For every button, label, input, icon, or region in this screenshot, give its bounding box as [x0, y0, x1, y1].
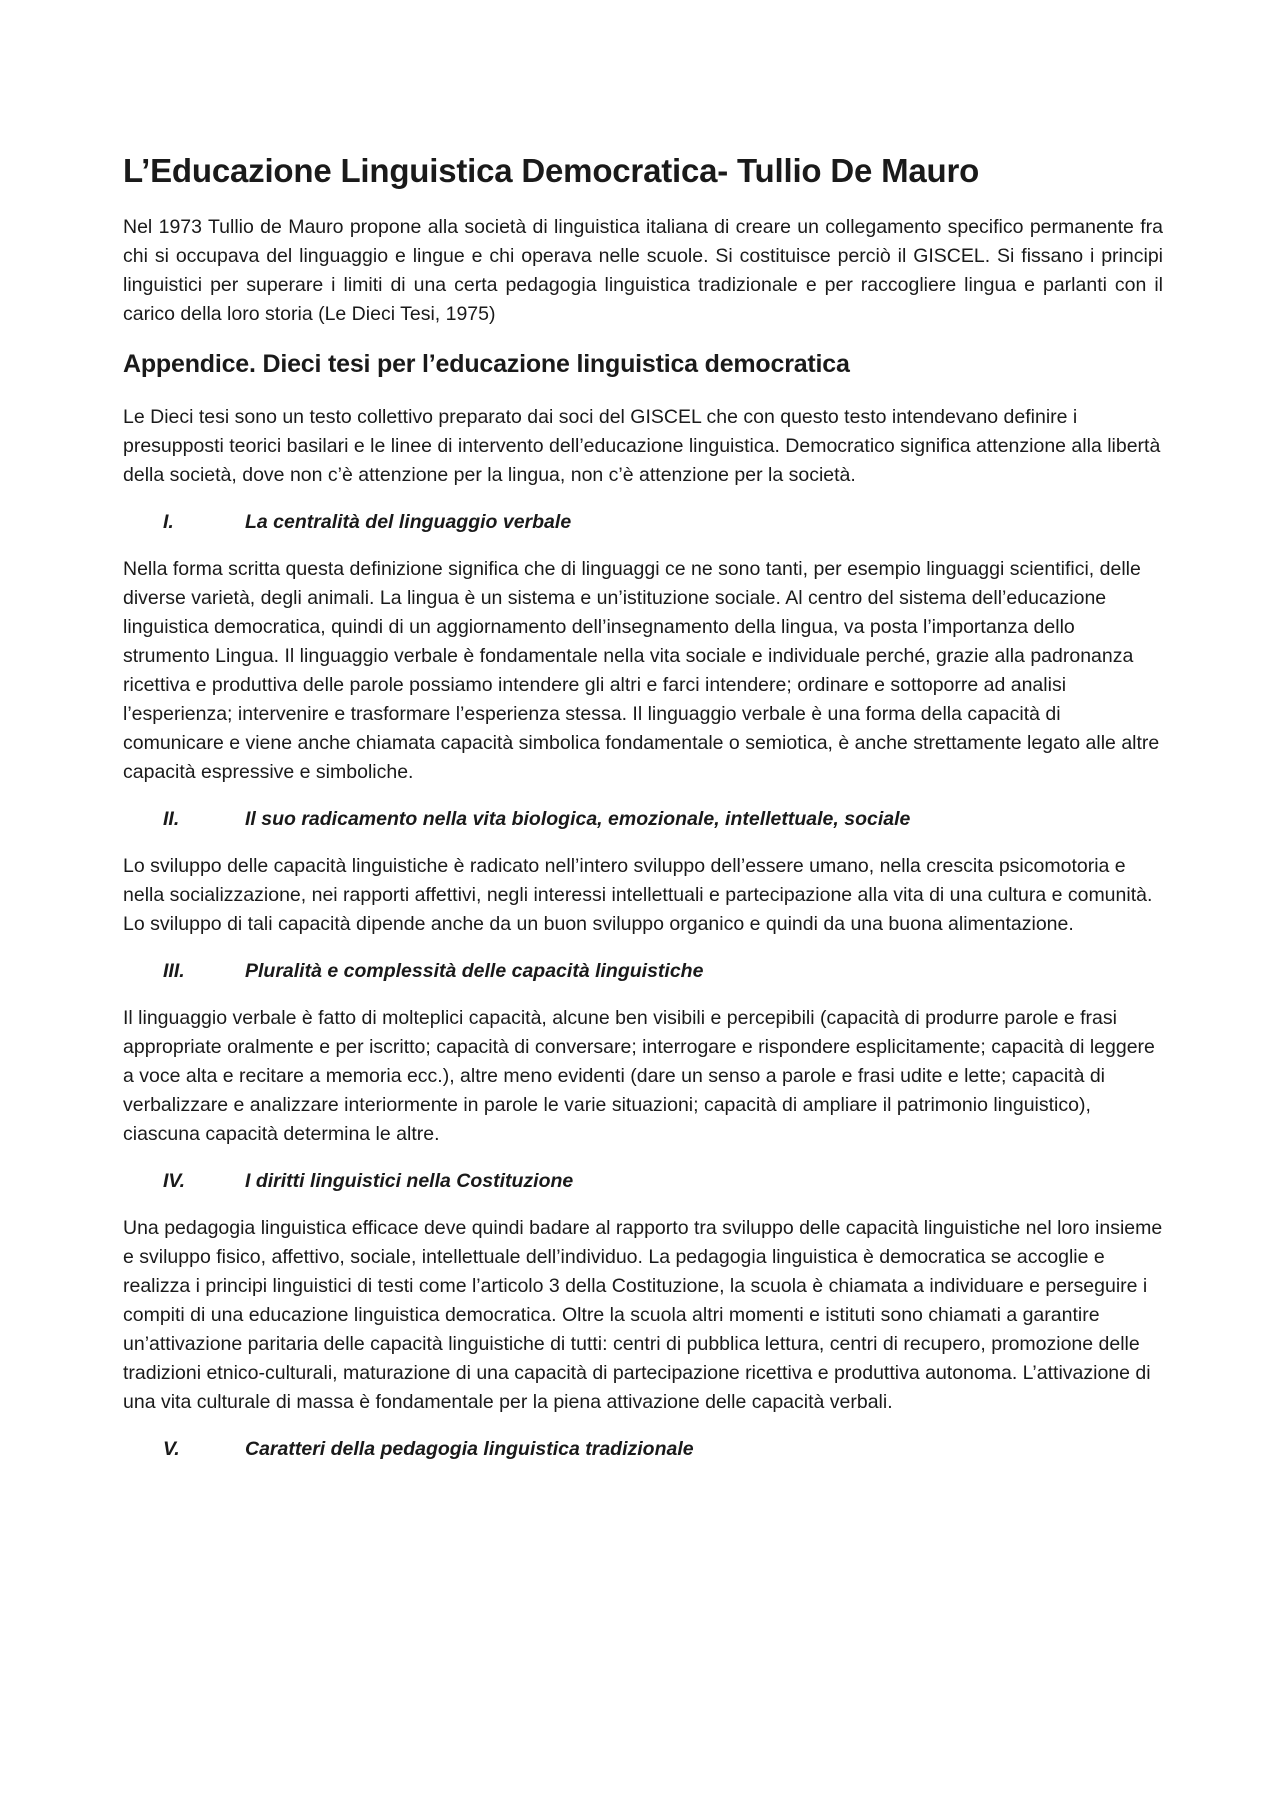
thesis-numeral: I.	[163, 510, 174, 533]
thesis-title: La centralità del linguaggio verbale	[245, 510, 572, 533]
thesis-numeral: V.	[163, 1437, 180, 1460]
thesis-numeral: III.	[163, 959, 185, 982]
thesis-heading-4	[123, 1167, 1163, 1196]
intro-paragraph: Nel 1973 Tullio de Mauro propone alla società di linguistica italiana di creare un collegamento specifico permanente fra chi si occupava del linguaggio e lingue e chi operava nelle scuole. Si costituisce perciò il GISCEL. Si fissano i principi linguistici per superare i limiti di una certa pedagogia linguistica tradizionale e per raccogliere lingua e parlanti con il carico della loro storia (Le Dieci Tesi, 1975)	[123, 216, 1163, 326]
thesis-heading-2	[123, 805, 1163, 834]
thesis-title: I diritti linguistici nella Costituzione	[245, 1169, 574, 1192]
document-page	[123, 150, 1163, 1482]
thesis-heading-1	[123, 508, 1163, 537]
page-title: L’Educazione Linguistica Democratica- Tullio De Mauro	[123, 152, 980, 189]
thesis-title: Il suo radicamento nella vita biologica, emozionale, intellettuale, sociale	[245, 807, 911, 830]
thesis-heading-5	[123, 1435, 1163, 1464]
thesis-paragraph-2: Lo sviluppo delle capacità linguistiche è radicato nell’intero sviluppo dell’essere umano, nella crescita psicomotoria e nella socializzazione, nei rapporti affettivi, negli interessi intellettuali e partecipazione alla vita di una cultura e comunità. Lo sviluppo di tali capacità dipende anche da un buon sviluppo organico e quindi da una buona alimentazione.	[123, 854, 1153, 935]
thesis-paragraph-3: Il linguaggio verbale è fatto di molteplici capacità, alcune ben visibili e percepibili (capacità di produrre parole e frasi appropriate oralmente e per iscritto; capacità di conversare; interrogare e rispondere esplicitamente; capacità di leggere a voce alta e recitare a memoria ecc.), altre meno evidenti (dare un senso a parole e frasi udite e lette; capacità di verbalizzare e analizzare interiormente in parole le varie situazioni; capacità di ampliare il patrimonio linguistico), ciascuna capacità determina le altre.	[123, 1006, 1155, 1145]
thesis-paragraph-4: Una pedagogia linguistica efficace deve quindi badare al rapporto tra sviluppo delle capacità linguistiche nel loro insieme e sviluppo fisico, affettivo, sociale, intellettuale dell’individuo. La pedagogia linguistica è democratica se accoglie e realizza i principi linguistici di testi come l’articolo 3 della Costituzione, la scuola è chiamata a individuare e perseguire i compiti di una educazione linguistica democratica. Oltre la scuola altri momenti e istituti sono chiamati a garantire un’attivazione paritaria delle capacità linguistiche di tutti: centri di pubblica lettura, centri di recupero, promozione delle tradizioni etnico-culturali, maturazione di una capacità di partecipazione ricettiva e produttiva autonoma. L’attivazione di una vita culturale di massa è fondamentale per la piena attivazione delle capacità verbali.	[123, 1216, 1163, 1413]
appendix-paragraph: Le Dieci tesi sono un testo collettivo preparato dai soci del GISCEL che con questo testo intendevano definire i presupposti teorici basilari e le linee di intervento dell’educazione linguistica. Democratico significa attenzione alla libertà della società, dove non c’è attenzione per la lingua, non c’è attenzione per la società.	[123, 405, 1161, 486]
thesis-title: Caratteri della pedagogia linguistica tradizionale	[245, 1437, 694, 1460]
thesis-numeral: IV.	[163, 1169, 186, 1192]
thesis-title: Pluralità e complessità delle capacità linguistiche	[245, 959, 704, 982]
thesis-numeral: II.	[163, 807, 180, 830]
thesis-paragraph-1: Nella forma scritta questa definizione significa che di linguaggi ce ne sono tanti, per esempio linguaggi scientifici, delle diverse varietà, degli animali. La lingua è un sistema e un’istituzione sociale. Al centro del sistema dell’educazione linguistica democratica, quindi di un aggiornamento dell’insegnamento della lingua, va posta l’importanza dello strumento Lingua. Il linguaggio verbale è fondamentale nella vita sociale e individuale perché, grazie alla padronanza ricettiva e produttiva delle parole possiamo intendere gli altri e farci intendere; ordinare e sottoporre ad analisi l’esperienza; intervenire e trasformare l’esperienza stessa. Il linguaggio verbale è una forma della capacità di comunicare e viene anche chiamata capacità simbolica fondamentale o semiotica, è anche strettamente legato alle altre capacità espressive e simboliche.	[123, 557, 1160, 783]
appendix-heading: Appendice. Dieci tesi per l’educazione linguistica democratica	[123, 350, 850, 379]
thesis-heading-3	[123, 957, 1163, 986]
